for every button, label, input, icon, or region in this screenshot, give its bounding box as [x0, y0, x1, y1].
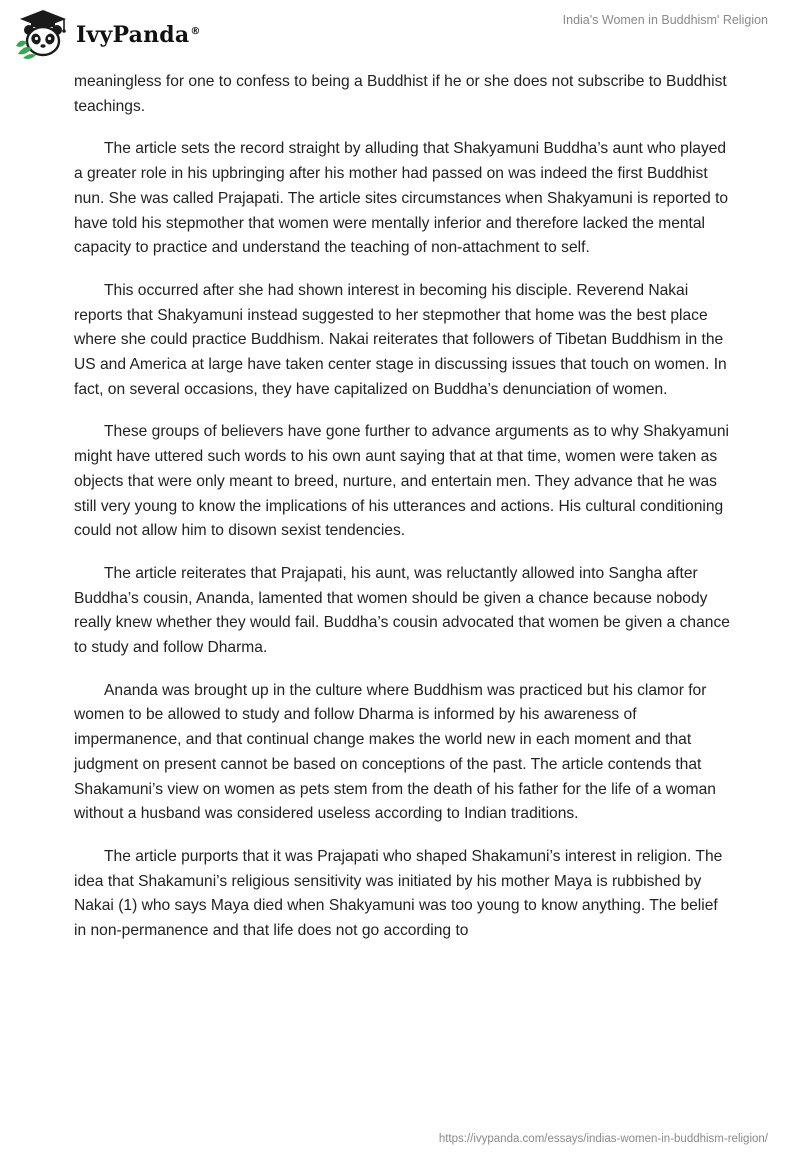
- paragraph: The article sets the record straight by alluding that Shakyamuni Buddha’s aunt who played a greater role in his upbringing after his mother had passed on was indeed the first Buddhist nun. She was called Prajapati. The article sites circumstances when Shakyamuni is reported to have told his stepmother that women were mentally inferior and therefore lacked the mental capacity to practice and understand the teaching of non-attachment to self.: [74, 140, 729, 257]
- ivypanda-logo[interactable]: [14, 8, 201, 60]
- essay-body: [74, 70, 734, 962]
- document-title: India's Women in Buddhism' Religion: [562, 13, 768, 27]
- paragraph: These groups of believers have gone further to advance arguments as to why Shakyamuni might have uttered such words to his own aunt saying that at that time, women were taken as objects that were only meant to breed, nurture, and entertain men. They advance that he was still very young to know the implications of his utterances and actions. His cultural conditioning could not allow him to disown sexist tendencies.: [74, 423, 729, 540]
- paragraph: The article purports that it was Prajapati who shaped Shakamuni’s interest in religion. The idea that Shakamuni’s religious sensitivity was initiated by his mother Maya is rubbished by Nakai (1) who says Maya died when Shakyamuni was too young to know anything. The belief in non-permanence and that life does not go according to: [74, 847, 723, 940]
- panda-graduation-cap-icon: [14, 8, 72, 60]
- page-header: [0, 0, 800, 70]
- logo-wordmark: IvyPanda®: [76, 22, 201, 48]
- paragraph: The article reiterates that Prajapati, his aunt, was reluctantly allowed into Sangha after Buddha’s cousin, Ananda, lamented that women should be given a chance because nobody really knew whether they would fail. Buddha’s cousin advocated that women be given a chance to study and follow Dharma.: [74, 564, 730, 657]
- source-url[interactable]: https://ivypanda.com/essays/indias-women-in-buddhism-religion/: [438, 1133, 768, 1145]
- paragraph: meaningless for one to confess to being a Buddhist if he or she does not subscribe to Buddhist teachings.: [74, 73, 727, 115]
- paragraph: This occurred after she had shown interest in becoming his disciple. Reverend Nakai reports that Shakyamuni instead suggested to her stepmother that home was the best place where she could practice Buddhism. Nakai reiterates that followers of Tibetan Buddhism in the US and America at large have taken center stage in discussing issues that touch on women. In fact, on several occasions, they have capitalized on Buddha’s denunciation of women.: [74, 281, 727, 398]
- paragraph: Ananda was brought up in the culture where Buddhism was practiced but his clamor for women to be allowed to study and follow Dharma is informed by his awareness of impermanence, and that continual change makes the world new in each moment and that judgment on present cannot be based on conceptions of the past. The article contends that Shakamuni’s view on women as pets stem from the death of his father for the life of a woman without a husband was considered useless according to Indian traditions.: [74, 681, 716, 823]
